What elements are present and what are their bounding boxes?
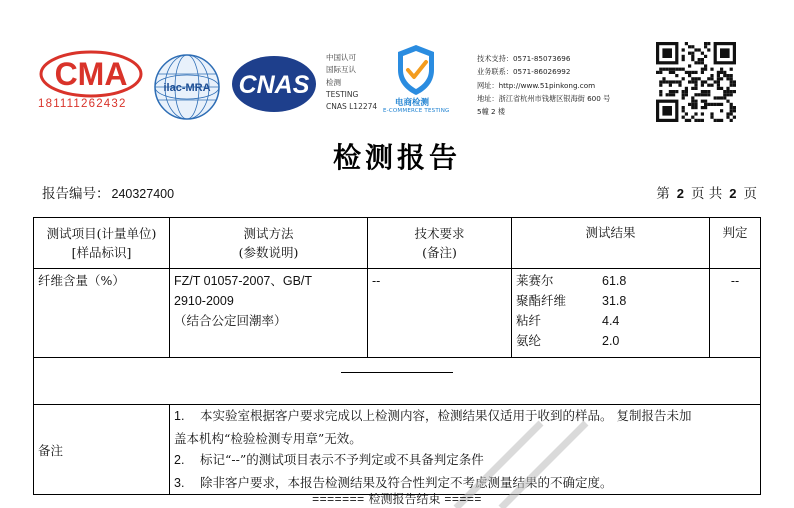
method-line-1: FZ/T 01057-2007、GB/T	[174, 274, 313, 288]
note-item: 1. 本实验室根据客户要求完成以上检测内容，检测结果仅适用于收到的样品。 复制报告未加	[174, 408, 692, 423]
cma-number: 181111262432	[38, 98, 127, 110]
ecommerce-testing-logo	[393, 42, 439, 98]
cnas-line: 国际互认	[326, 65, 356, 75]
contact-address: 地址：浙江省杭州市钱塘区银海街 600 号	[477, 93, 611, 103]
header-test-method: 测试方法 (参数说明)	[170, 218, 368, 269]
report-number-label: 报告编号：	[42, 186, 110, 202]
result-item: 莱赛尔 61.8	[516, 273, 627, 288]
result-item: 氨纶 2.0	[516, 333, 620, 348]
note-item: 2. 标记“--”的测试项目表示不予判定或不具备判定条件	[174, 452, 484, 467]
cell-judgement: --	[710, 269, 761, 358]
cell-requirement: --	[368, 269, 512, 358]
separator-line	[341, 372, 453, 373]
ilac-logo-text: ilac-MRA	[163, 82, 211, 94]
header-requirement: 技术要求 (备注)	[368, 218, 512, 269]
ilac-mra-logo	[152, 52, 222, 122]
cnas-line: 检测	[326, 77, 341, 87]
result-item: 粘纤 4.4	[516, 313, 620, 328]
test-results-table	[33, 217, 761, 495]
header-judgement: 判定	[710, 218, 761, 269]
cnas-line: TESTING	[326, 89, 359, 99]
end-marker-text: 检测报告结束	[368, 492, 441, 506]
contact-website: 网址：http://www.51pinkong.com	[477, 80, 596, 90]
cnas-line: 中国认可	[326, 53, 356, 62]
cnas-accreditation-text	[326, 52, 377, 113]
cnas-line: CNAS L12274	[326, 102, 378, 112]
table-header-row	[34, 218, 761, 269]
contact-address-2: 5幢 2 楼	[477, 107, 506, 117]
page-suffix: 页	[743, 186, 757, 202]
page-total: 2	[729, 186, 737, 201]
cell-test-method	[170, 269, 368, 358]
cnas-logo	[231, 54, 317, 114]
method-note: （结合公定回潮率）	[174, 313, 287, 328]
note-item: 3. 除非客户要求，本报告检测结果及符合性判定不考虑测量结果的不确定度。	[174, 474, 613, 490]
page-indicator	[656, 182, 757, 202]
report-title: 检测报告	[332, 141, 461, 174]
cell-test-item: 纤维含量（%）	[34, 269, 170, 358]
page-prefix: 第	[656, 186, 670, 202]
report-number-value: 240327400	[111, 187, 175, 201]
method-line-2: 2910-2009	[174, 294, 234, 308]
report-number	[42, 182, 174, 202]
notes-label: 备注	[34, 405, 170, 495]
qr-code-icon	[656, 42, 736, 122]
page-current: 2	[676, 186, 684, 201]
table-row	[34, 269, 761, 358]
table-blank-row	[34, 358, 761, 405]
table-notes-row	[34, 405, 761, 495]
end-marker-left: =======	[312, 492, 365, 506]
contact-info	[477, 52, 610, 118]
contact-tech-support: 技术支持：0571-85073696	[477, 54, 571, 63]
result-item: 聚酯纤维 31.8	[516, 293, 627, 308]
cell-result	[512, 269, 710, 358]
page-mid: 页 共	[690, 186, 723, 202]
header-result: 测试结果	[512, 218, 710, 269]
note-item: 盖本机构“检验检测专用章”无效。	[174, 430, 362, 446]
header-test-item: 测试项目(计量单位) [样品标识]	[34, 218, 170, 269]
ecommerce-subtitle: E-COMMERCE TESTING	[383, 108, 450, 114]
ecommerce-title: 电商检测	[395, 98, 430, 108]
cma-logo-text: CMA	[54, 56, 128, 92]
contact-business: 业务联系：0571-86026992	[477, 67, 571, 77]
cnas-logo-text: CNAS	[238, 71, 310, 99]
report-end-marker	[0, 490, 794, 507]
end-marker-right: =====	[444, 492, 482, 506]
